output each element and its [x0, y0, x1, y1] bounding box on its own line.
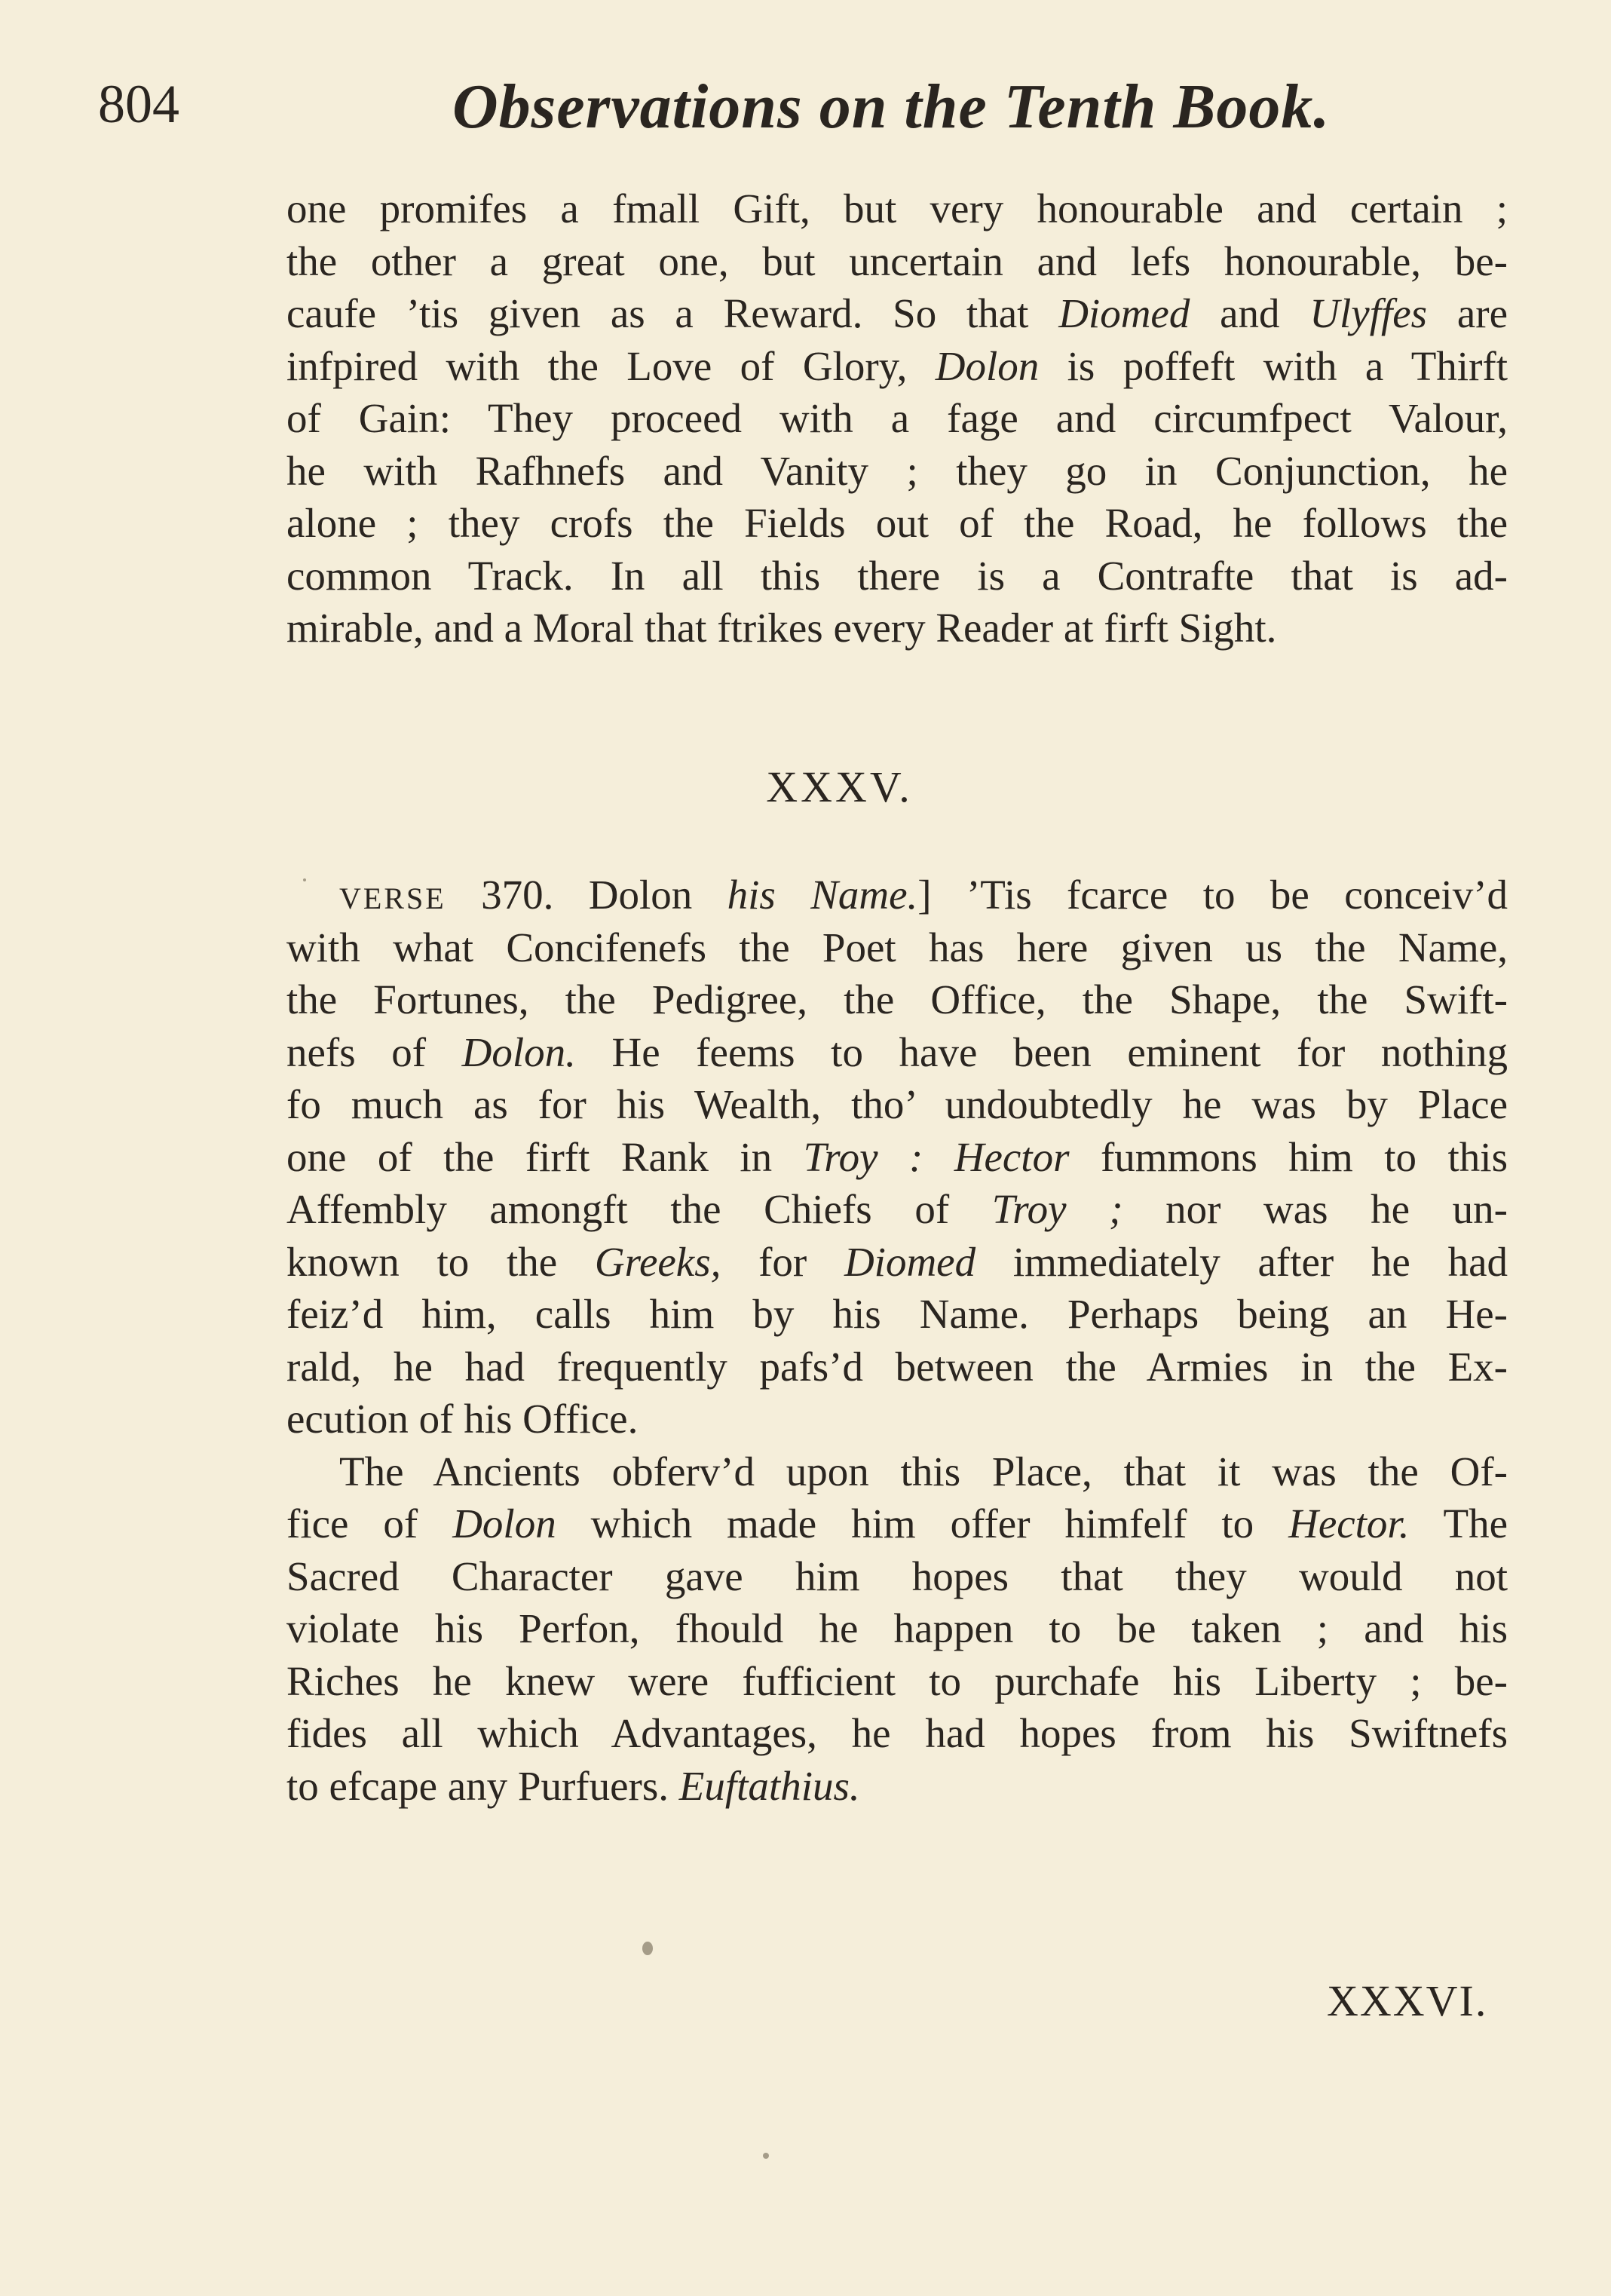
paper-speck	[303, 878, 306, 881]
text-line	[286, 1655, 1508, 1708]
italic-text: Troy : Hector	[803, 1133, 1070, 1180]
text-line	[286, 1131, 1508, 1184]
text-run: which made him offer himfelf to	[556, 1501, 1289, 1547]
text-line	[286, 1183, 1508, 1236]
text-line	[286, 1078, 1508, 1131]
text-run: fice of	[286, 1501, 453, 1547]
text-run: and	[1190, 290, 1310, 336]
text-line	[286, 1707, 1508, 1760]
text-run: nor was he un-	[1122, 1186, 1508, 1232]
text-run: for	[721, 1238, 844, 1285]
text-line	[286, 445, 1508, 498]
text-run: ] ’Tis fcarce to be conceiv’d	[917, 872, 1508, 918]
text-run: are	[1427, 290, 1508, 336]
running-title: Observations on the Tenth Book.	[452, 72, 1331, 142]
text-line	[286, 392, 1508, 445]
note-verse-370	[286, 869, 1508, 1812]
text-line	[286, 1550, 1508, 1603]
text-run: violate his Perfon, fhould he happen to be taken ; and his	[286, 1605, 1508, 1651]
text-run: to efcape any Purfuers.	[286, 1762, 679, 1809]
text-run: fides all which Advantages, he had hopes from his Swiftnefs	[286, 1710, 1508, 1756]
catchword: XXXVI.	[1327, 1976, 1488, 2025]
text-run: one of the firft Rank in	[286, 1133, 804, 1180]
text-run: the Fortunes, the Pedigree, the Office, the Shape, the Swift-	[286, 976, 1508, 1022]
section-heading: XXXV.	[766, 762, 913, 811]
italic-text: Dolon.	[461, 1028, 576, 1075]
text-run: ecution of his Office.	[286, 1396, 639, 1442]
text-run: caufe ’tis given as a Reward. So that	[286, 290, 1059, 336]
text-run: the other a great one, but uncertain and lefs honourable, be-	[286, 238, 1508, 284]
text-run: 370. Dolon	[446, 872, 727, 918]
text-run: He feems to have been eminent for nothing	[575, 1028, 1508, 1075]
text-line	[286, 1760, 1508, 1813]
text-run: alone ; they crofs the Fields out of the Road, he follows the	[286, 500, 1508, 546]
small-caps-text: VERSE	[339, 881, 446, 915]
italic-text: Troy ;	[991, 1186, 1123, 1232]
text-line	[286, 182, 1508, 235]
text-run: The	[1409, 1501, 1508, 1547]
text-run: known to the	[286, 1238, 595, 1285]
text-run: Riches he knew were fufficient to purchafe his Liberty ; be-	[286, 1657, 1508, 1704]
text-run: The Ancients obferv’d upon this Place, that it was the Of-	[339, 1448, 1508, 1494]
text-run: nefs of	[286, 1028, 462, 1075]
text-line	[286, 1602, 1508, 1655]
text-run: fummons him to this	[1069, 1133, 1508, 1180]
text-line	[286, 550, 1508, 602]
text-run: with what Concifenefs the Poet has here given us the Name,	[286, 924, 1508, 970]
text-run: rald, he had frequently pafs’d between the Armies in the Ex-	[286, 1343, 1508, 1390]
italic-text: Ulyffes	[1309, 290, 1428, 336]
text-run: mirable, and a Moral that ftrikes every Reader at firft Sight.	[286, 605, 1277, 651]
italic-text: Greeks,	[594, 1238, 721, 1285]
text-line	[286, 1288, 1508, 1341]
page-number: 804	[98, 74, 179, 134]
paragraph-continuation	[286, 182, 1508, 654]
italic-text: Dolon	[452, 1501, 556, 1547]
text-line	[286, 1026, 1508, 1079]
italic-text: Euftathius.	[678, 1762, 860, 1809]
italic-text: Diomed	[1058, 290, 1190, 336]
text-run: Sacred Character gave him hopes that they would not	[286, 1553, 1508, 1599]
text-line	[286, 602, 1508, 654]
text-line	[286, 1497, 1508, 1550]
paper-speck	[642, 1942, 653, 1955]
text-line	[286, 921, 1508, 974]
text-line	[286, 1445, 1508, 1498]
text-run: fo much as for his Wealth, tho’ undoubtedly he was by Place	[286, 1081, 1508, 1127]
text-line	[286, 1236, 1508, 1289]
text-run: he with Rafhnefs and Vanity ; they go in Conjunction, he	[286, 447, 1508, 494]
text-run: infpired with the Love of Glory,	[286, 342, 936, 389]
text-line	[286, 973, 1508, 1026]
text-run: of Gain: They proceed with a fage and circumfpect Valour,	[286, 395, 1508, 441]
italic-text: Diomed	[844, 1238, 976, 1285]
text-line	[286, 287, 1508, 340]
text-run: one promifes a fmall Gift, but very honourable and certain ;	[286, 185, 1508, 231]
text-line	[286, 1393, 1508, 1445]
text-line	[286, 1341, 1508, 1393]
text-run: is poffeft with a Thirft	[1039, 342, 1508, 389]
text-line	[286, 340, 1508, 393]
text-line	[286, 869, 1508, 921]
text-run: feiz’d him, calls him by his Name. Perhaps being an He-	[286, 1291, 1508, 1337]
paper-speck	[763, 2153, 769, 2159]
text-line	[286, 497, 1508, 550]
text-run: immediately after he had	[975, 1238, 1508, 1285]
text-run: common Track. In all this there is a Contrafte that is ad-	[286, 552, 1508, 599]
italic-text: Hector.	[1288, 1501, 1410, 1547]
text-line	[286, 235, 1508, 288]
italic-text: Dolon	[935, 342, 1040, 389]
italic-text: his Name.	[727, 872, 918, 918]
text-run: Affembly amongft the Chiefs of	[286, 1186, 992, 1232]
